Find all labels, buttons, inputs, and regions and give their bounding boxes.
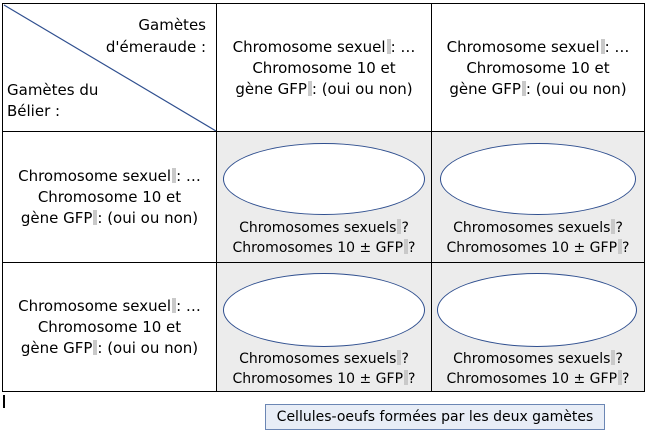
zygote-line1: Chromosomes sexuels [239, 220, 397, 236]
gamete-line2: Chromosome 10 et [466, 59, 610, 77]
side-header-line1: Gamètes du [7, 81, 99, 99]
row-header-1 [2, 131, 217, 263]
gamete-line2: Chromosome 10 et [37, 188, 182, 206]
gamete-line3: gène GFP [449, 80, 521, 98]
gamete-line2: Chromosome 10 et [252, 59, 396, 77]
top-header-line2: d'émeraude : [105, 38, 206, 56]
gamete-line3-suffix: : (oui ou non) [97, 209, 199, 227]
zygote-cell-1-2 [431, 131, 645, 263]
side-header-label [7, 80, 98, 122]
column-header-2 [431, 3, 645, 132]
gamete-line1: Chromosome sexuel [232, 38, 386, 56]
zygote-line2: Chromosomes 10 ± GFP [232, 371, 404, 387]
top-header-label [106, 14, 206, 58]
gamete-line3-suffix: : (oui ou non) [525, 80, 627, 98]
caption-box [265, 404, 605, 430]
zygote-ellipse [223, 143, 425, 215]
text-cursor [3, 395, 5, 408]
corner-header-cell [2, 3, 217, 132]
zygote-line2-suffix: ? [622, 240, 630, 256]
column-header-1 [216, 3, 432, 132]
zygote-cell-1-1 [216, 131, 432, 263]
side-header-line2: Bélier : [7, 102, 61, 120]
row-header-2 [2, 262, 217, 392]
zygote-line2: Chromosomes 10 ± GFP [446, 371, 618, 387]
gamete-line1-suffix: : … [390, 38, 416, 56]
gamete-line2: Chromosome 10 et [37, 318, 182, 336]
gamete-line1: Chromosome sexuel [18, 297, 172, 315]
zygote-ellipse [223, 273, 425, 347]
zygote-ellipse [440, 143, 636, 215]
top-header-line1: Gamètes [138, 16, 206, 34]
gamete-line1-suffix: : … [176, 297, 201, 315]
gamete-line3-suffix: : (oui ou non) [97, 339, 199, 357]
gamete-line3: gène GFP [20, 339, 93, 357]
gamete-line1-suffix: : … [604, 38, 630, 56]
gamete-line3: gène GFP [20, 209, 93, 227]
gamete-line3: gène GFP [235, 80, 307, 98]
zygote-line2-suffix: ? [622, 371, 630, 387]
gamete-line1: Chromosome sexuel [446, 38, 600, 56]
zygote-line1: Chromosomes sexuels [453, 220, 611, 236]
zygote-line1-suffix: ? [401, 220, 409, 236]
caption-text: Cellules-oeufs formées par les deux gamètes [276, 409, 594, 425]
zygote-line2: Chromosomes 10 ± GFP [446, 240, 618, 256]
zygote-line1-suffix: ? [401, 351, 409, 367]
gamete-line1: Chromosome sexuel [18, 167, 172, 185]
zygote-cell-2-1 [216, 262, 432, 392]
gamete-line1-suffix: : … [176, 167, 201, 185]
zygote-line1: Chromosomes sexuels [239, 351, 397, 367]
zygote-line1: Chromosomes sexuels [453, 351, 611, 367]
zygote-ellipse [437, 273, 637, 347]
zygote-line1-suffix: ? [615, 220, 623, 236]
zygote-cell-2-2 [431, 262, 645, 392]
zygote-line1-suffix: ? [615, 351, 623, 367]
zygote-line2-suffix: ? [408, 240, 416, 256]
zygote-line2-suffix: ? [408, 371, 416, 387]
gamete-line3-suffix: : (oui ou non) [311, 80, 413, 98]
zygote-line2: Chromosomes 10 ± GFP [232, 240, 404, 256]
